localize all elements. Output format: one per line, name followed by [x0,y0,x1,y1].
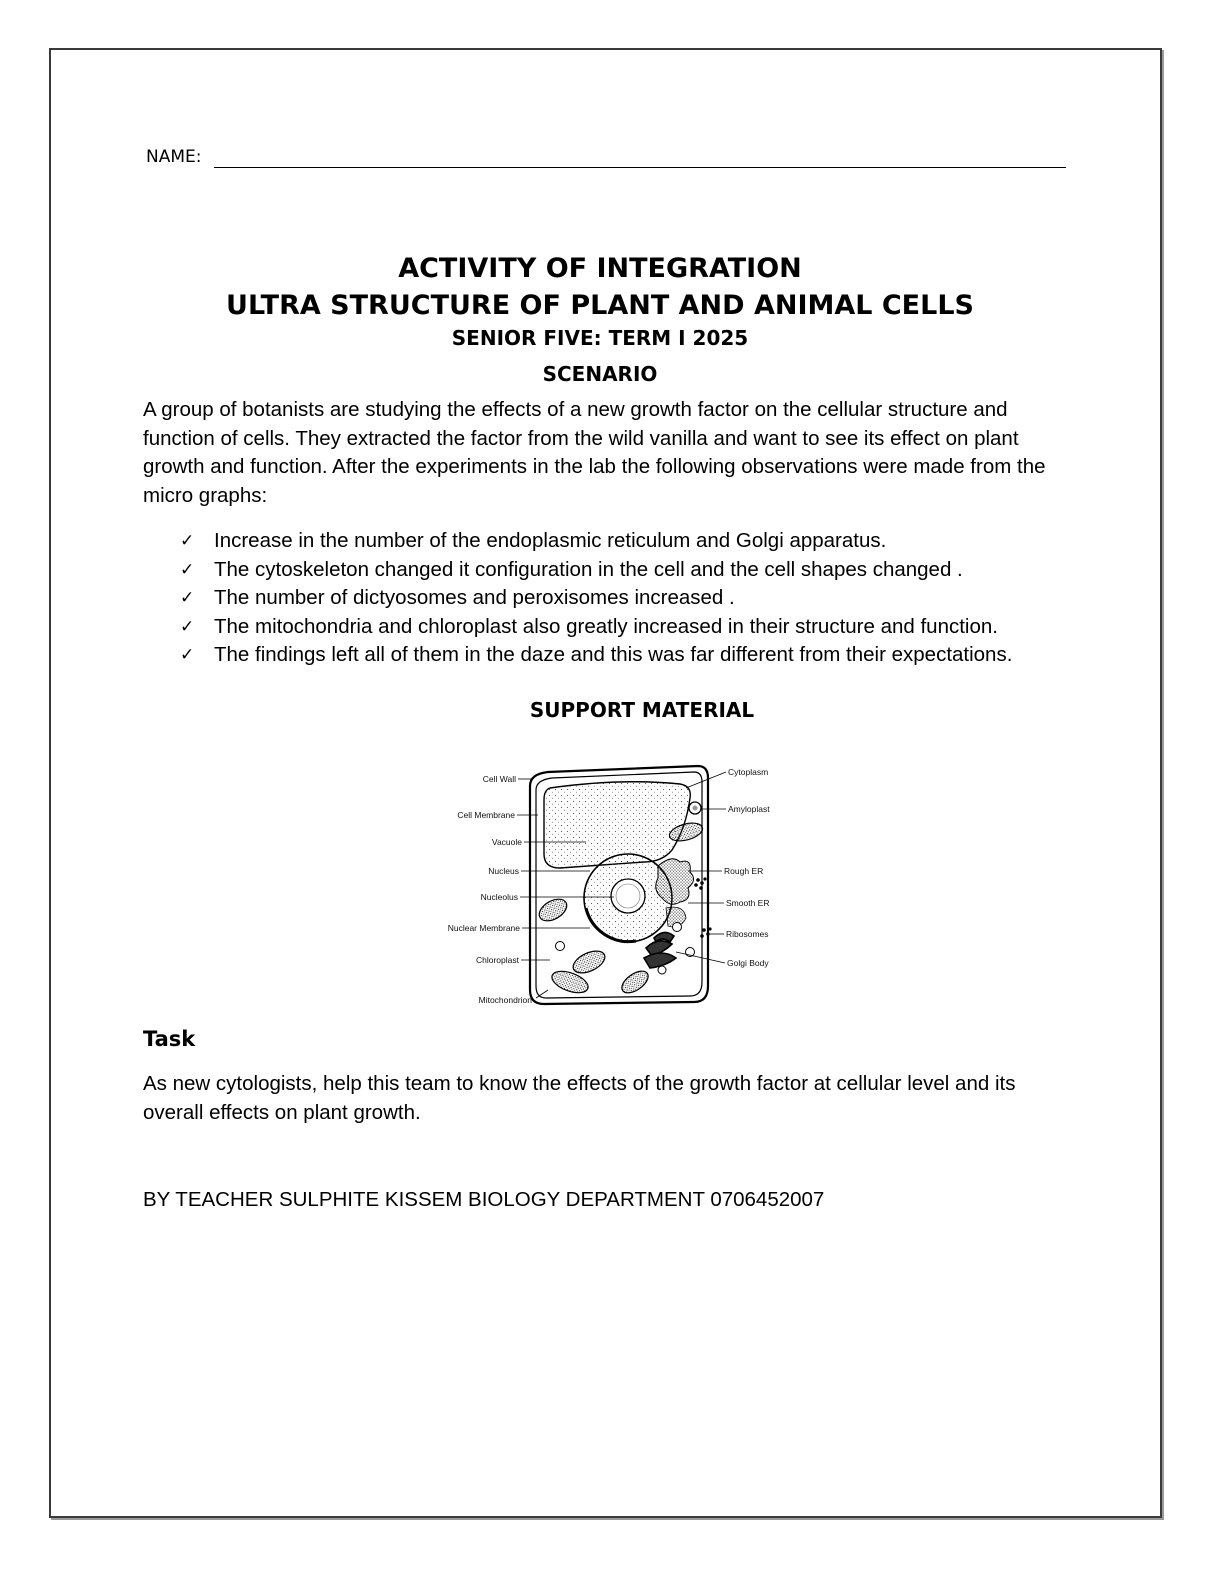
list-item: ✓ The mitochondria and chloroplast also greatly increased in their structure and function. [180,613,1080,642]
check-mark-icon: ✓ [180,588,195,608]
list-item: ✓ The number of dictyosomes and peroxisomes increased . [180,584,1080,613]
observation-list [180,527,1080,670]
label-mitochondrion: Mitochondrion [478,995,532,1005]
label-cell-membrane: Cell Membrane [457,810,515,820]
name-field[interactable] [146,145,1066,171]
golgi-body [644,932,676,968]
title-ultrastructure: ULTRA STRUCTURE OF PLANT AND ANIMAL CELLS [226,290,974,321]
label-nucleolus: Nucleolus [480,892,518,902]
check-mark-icon: ✓ [180,616,195,637]
scenario-paragraph: A group of botanists are studying the effects of a new growth factor on the cellular structure and function of cells. They extracted the factor from the wild vanilla and want to see its effect on plant growth and function. After the experiments in the lab the following observations were made from the micro graphs: [143,398,1046,507]
label-vacuole: Vacuole [491,837,522,847]
label-amyloplast: Amyloplast [728,804,770,814]
task-heading: Task [143,1027,196,1051]
scenario-heading: SCENARIO [542,362,658,386]
list-item: ✓ Increase in the number of the endoplasmic reticulum and Golgi apparatus. [180,527,1080,556]
check-mark-icon: ✓ [180,645,195,665]
label-smooth-er: Smooth ER [726,898,770,908]
label-chloroplast: Chloroplast [476,955,519,965]
label-cell-wall: Cell Wall [482,774,516,784]
list-item: ✓ The cytoskeleton changed it configuration in the cell and the cell shapes changed . [180,556,1080,585]
subtitle-term: SENIOR FIVE: TERM I 2025 [451,326,749,350]
name-underline [214,167,1066,168]
label-golgi-body: Golgi Body [727,958,769,968]
check-mark-icon: ✓ [180,559,195,580]
label-nuclear-membrane: Nuclear Membrane [447,923,520,933]
label-nucleus: Nucleus [488,866,519,876]
check-mark-icon: ✓ [180,531,195,551]
label-rough-er: Rough ER [724,866,764,876]
title-activity: ACTIVITY OF INTEGRATION [398,253,802,284]
name-label: NAME: [146,147,202,167]
label-ribosomes: Ribosomes [726,929,769,939]
plant-cell-diagram [440,758,780,1013]
rough-er [656,859,694,904]
author-footer: BY TEACHER SULPHITE KISSEM BIOLOGY DEPARTMENT 0706452007 [143,1188,825,1211]
task-paragraph: As new cytologists, help this team to know the effects of the growth factor at cellular level and its overall effects on plant growth. [143,1072,1016,1124]
support-material-heading: SUPPORT MATERIAL [529,698,755,722]
label-cytoplasm: Cytoplasm [728,767,769,777]
list-item: ✓ The findings left all of them in the daze and this was far different from their expectations. [180,641,1080,670]
